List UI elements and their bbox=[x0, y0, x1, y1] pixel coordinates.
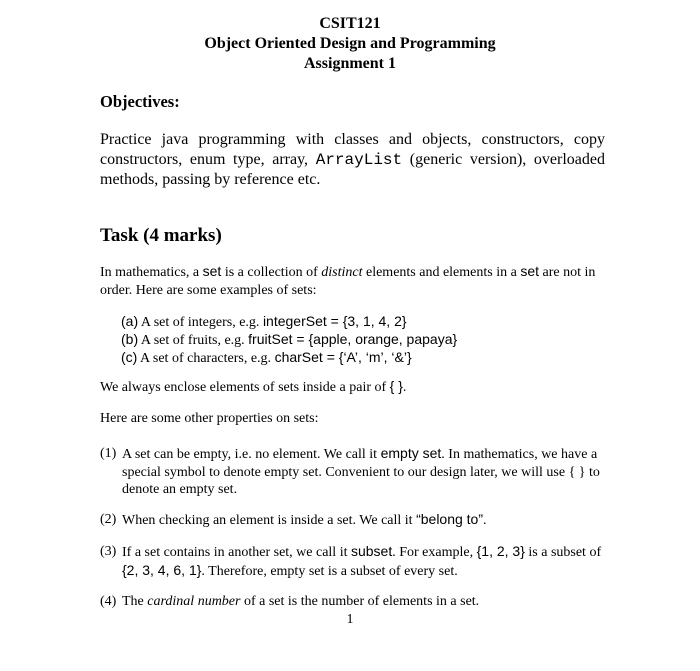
properties-intro: Here are some other properties on sets: bbox=[100, 411, 319, 426]
property-number: (1) bbox=[100, 446, 117, 461]
example-set: fruitSet = {apple, orange, papaya} bbox=[248, 331, 458, 347]
task-heading: Task (4 marks) bbox=[100, 225, 222, 246]
property-text-c: to denote an empty set. bbox=[122, 464, 600, 497]
property-text-c: is a subset of bbox=[524, 545, 602, 560]
empty-braces: { } bbox=[568, 464, 586, 480]
enclose-text: We always enclose elements of sets inside a pair of bbox=[100, 380, 390, 395]
example-item bbox=[121, 349, 457, 367]
property-item-3 bbox=[100, 543, 605, 580]
property-text bbox=[122, 543, 605, 580]
property-item-1 bbox=[100, 445, 605, 499]
superset-example: {2, 3, 4, 6, 1} bbox=[122, 561, 202, 578]
property-text-a: A set can be empty, i.e. no element. We call it bbox=[122, 447, 381, 462]
subset-term: subset bbox=[350, 543, 393, 559]
set-term: set bbox=[202, 263, 222, 279]
example-item bbox=[121, 331, 457, 349]
property-text-a: When checking an element is inside a set. We call it bbox=[122, 513, 417, 528]
assignment-title: Assignment 1 bbox=[303, 55, 396, 72]
property-number: (2) bbox=[100, 512, 117, 527]
intro-text-3: elements and elements in a bbox=[362, 265, 521, 280]
examples-list bbox=[121, 313, 457, 367]
property-text-b: of a set is the number of elements in a set. bbox=[240, 594, 480, 609]
example-set: integerSet = {3, 1, 4, 2} bbox=[262, 313, 407, 329]
example-text: A set of fruits, e.g. bbox=[138, 333, 249, 348]
property-text-d: . Therefore, empty set is a subset of every set. bbox=[201, 563, 458, 579]
example-set: charSet = {‘A’, ‘m’, ‘&’} bbox=[274, 349, 412, 365]
intro-text-2: is a collection of bbox=[221, 265, 322, 280]
property-text bbox=[122, 593, 605, 611]
property-item-2 bbox=[100, 511, 605, 530]
enclose-paragraph bbox=[100, 377, 406, 397]
property-text-a: If a set contains in another set, we call it bbox=[122, 545, 351, 560]
objectives-paragraph bbox=[100, 130, 605, 190]
property-text-b: . In mathematics, we have a special symbol to denote empty set. Convenient to our design later, we will use bbox=[122, 447, 598, 480]
property-number: (3) bbox=[100, 544, 117, 559]
set-definition-paragraph bbox=[100, 262, 605, 300]
property-item-4 bbox=[100, 593, 605, 611]
property-text-b: . bbox=[483, 513, 487, 528]
subset-example: {1, 2, 3} bbox=[476, 543, 525, 559]
property-text-b: . For example, bbox=[392, 545, 477, 560]
intro-text-4: are not in order. Here are some examples of sets: bbox=[100, 265, 596, 298]
set-term: set bbox=[520, 263, 540, 279]
property-text-a: The bbox=[122, 594, 148, 609]
course-code: CSIT121 bbox=[319, 15, 381, 32]
page-number: 1 bbox=[346, 612, 354, 627]
example-text: A set of integers, e.g. bbox=[138, 315, 263, 330]
enclose-end: . bbox=[402, 380, 407, 395]
objectives-text-2: (generic version), overloaded methods, passing by reference etc. bbox=[100, 151, 605, 188]
objectives-text-1: Practice java programming with classes and objects, constructors, copy constructors, enum type, array, bbox=[100, 131, 605, 168]
example-text: A set of characters, e.g. bbox=[137, 351, 275, 366]
arraylist-code: ArrayList bbox=[315, 151, 403, 169]
example-label: (c) bbox=[121, 349, 138, 365]
intro-text-1: In mathematics, a bbox=[100, 265, 203, 280]
cardinal-number-term: cardinal number bbox=[147, 594, 241, 609]
document-header bbox=[0, 14, 700, 74]
property-number: (4) bbox=[100, 594, 117, 609]
property-text bbox=[122, 445, 605, 499]
property-text bbox=[122, 511, 605, 530]
objectives-heading: Objectives: bbox=[100, 92, 180, 111]
belong-to-term: “belong to” bbox=[416, 511, 484, 527]
example-label: (b) bbox=[121, 331, 139, 347]
example-label: (a) bbox=[121, 313, 139, 329]
course-title: Object Oriented Design and Programming bbox=[204, 35, 496, 52]
empty-set-term: empty set bbox=[380, 445, 442, 461]
example-item bbox=[121, 313, 457, 331]
distinct-term: distinct bbox=[321, 265, 363, 280]
braces-symbol: { } bbox=[389, 378, 403, 394]
